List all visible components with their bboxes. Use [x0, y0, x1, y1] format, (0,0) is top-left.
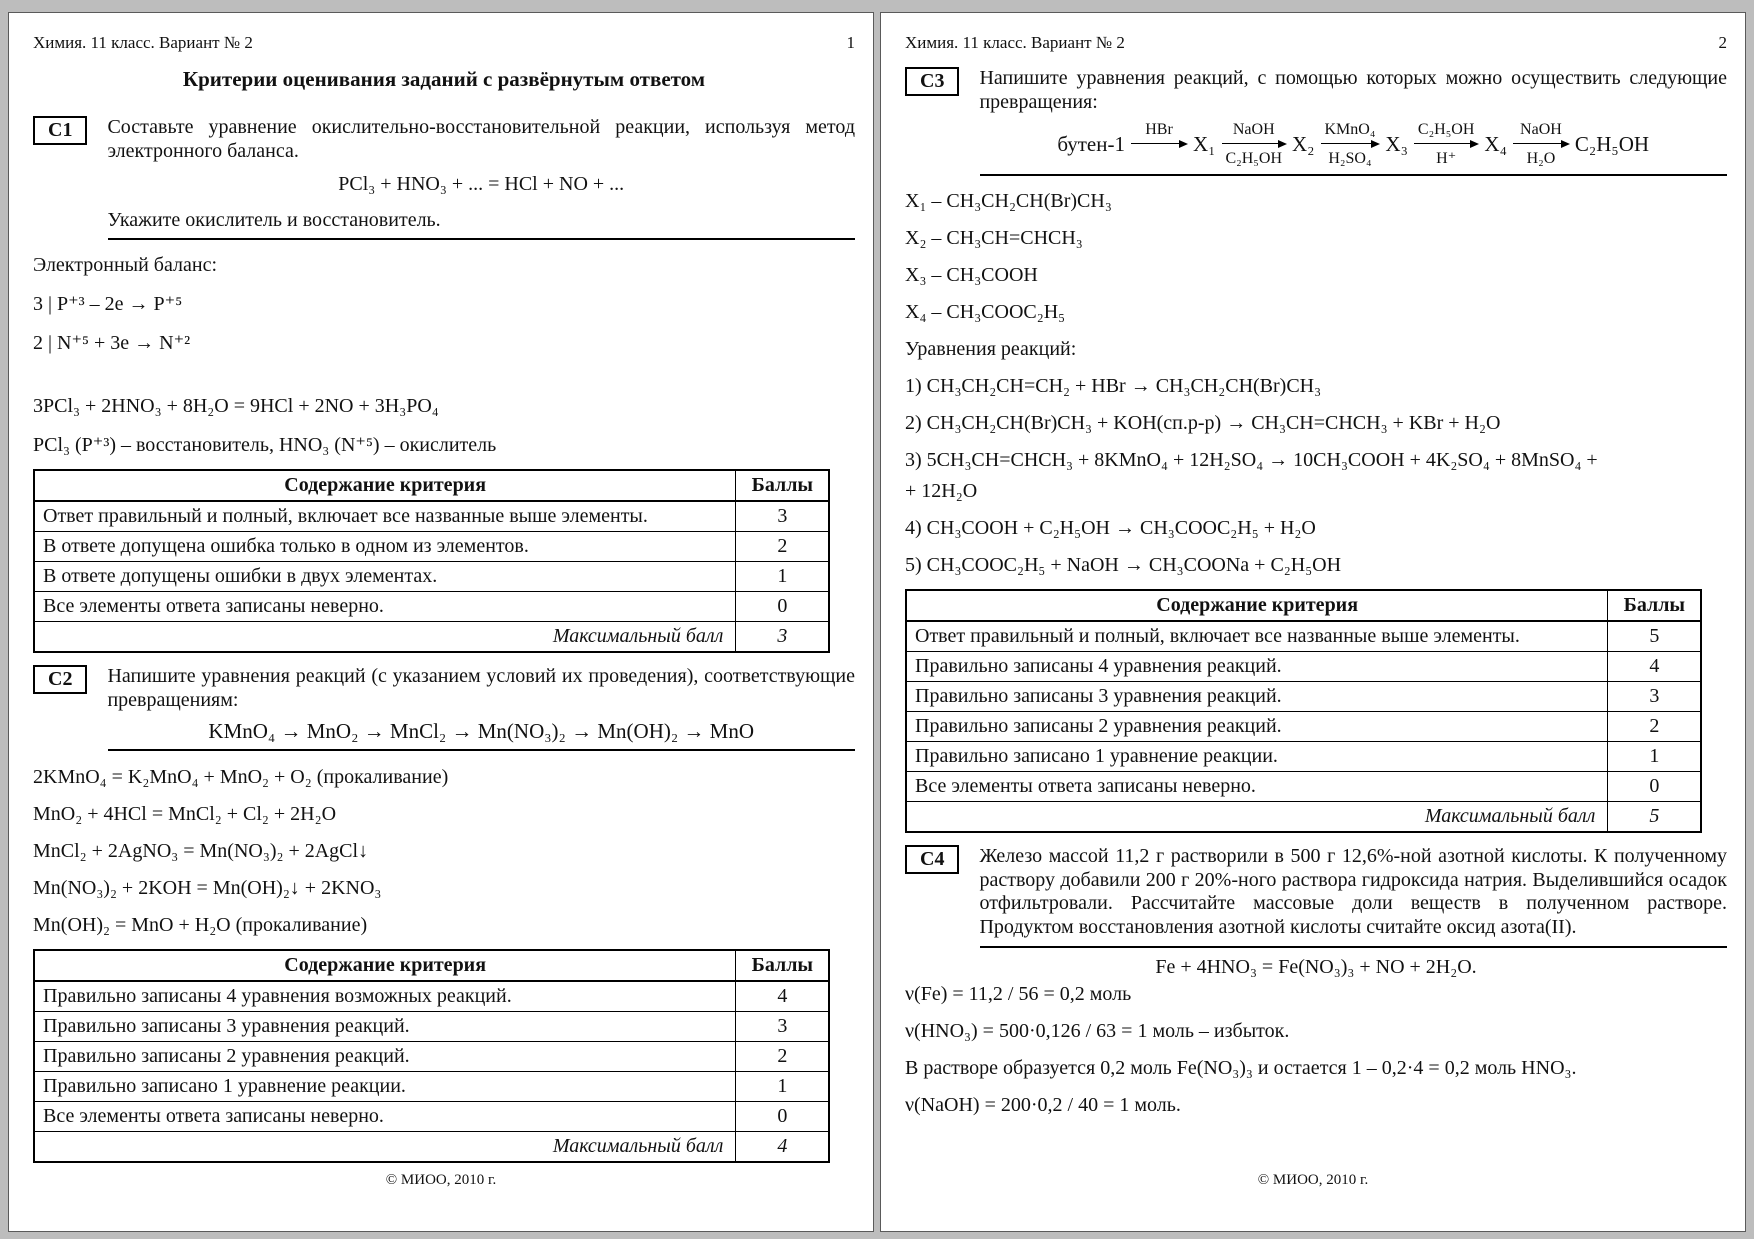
criterion-text: Все элементы ответа записаны неверно. — [906, 772, 1608, 802]
page-2 — [880, 12, 1746, 1232]
criterion-score: 5 — [1608, 621, 1702, 652]
solution-equation: 2) CH₃CH₂CH(Br)CH₃ + KOH(сп.р-р) → CH₃CH=CHCH₃ + KBr + H₂O — [905, 412, 1501, 435]
criterion-text: Все элементы ответа записаны неверно. — [34, 1102, 736, 1132]
task-c1-statement: Составьте уравнение окислительно-восстановительной реакции, используя метод электронного баланса. — [107, 116, 855, 162]
arrow-reagent-below: H₂O — [1526, 150, 1556, 168]
task-c1-statement2: Укажите окислитель и восстановитель. — [107, 208, 441, 231]
score-column-header: Баллы — [736, 950, 830, 981]
criteria-table-c2 — [33, 949, 830, 1163]
criterion-text: Правильно записаны 4 уравнения возможных реакций. — [34, 981, 736, 1012]
table-row — [34, 1012, 829, 1042]
chain-node: X₁ — [1193, 131, 1216, 156]
solution-main-equation: Fe + 4HNO₃ = Fe(NO₃)₃ + NO + 2H₂O. — [1155, 955, 1477, 978]
max-score-row — [906, 802, 1701, 833]
header-document-title: Химия. 11 класс. Вариант № 2 — [905, 33, 1125, 52]
arrow-reagent-above: HBr — [1145, 121, 1173, 139]
criterion-text: Все элементы ответа записаны неверно. — [34, 592, 736, 622]
criterion-text: Правильно записаны 3 уравнения реакций. — [906, 682, 1608, 712]
solution-line: ν(NaOH) = 200·0,2 / 40 = 1 моль. — [905, 1093, 1181, 1116]
statement-separator — [108, 749, 855, 751]
criterion-score: 2 — [736, 532, 830, 562]
criterion-text: Правильно записаны 2 уравнения реакций. — [34, 1042, 736, 1072]
chain-start: бутен-1 — [1057, 131, 1125, 156]
criterion-text: Правильно записано 1 уравнение реакции. — [906, 742, 1608, 772]
task-c2-statement: Напишите уравнения реакций (с указанием условий их проведения), соответствующие превращениям: — [107, 665, 855, 711]
table-header-row — [34, 470, 829, 501]
table-row — [906, 652, 1701, 682]
arrow-shaft — [1513, 139, 1569, 149]
statement-separator — [980, 946, 1727, 948]
arrow-reagent-above: NaOH — [1520, 121, 1562, 139]
page-number: 1 — [846, 33, 855, 52]
arrow-reagent-above: KMnO₄ — [1324, 121, 1376, 139]
task-c2 — [33, 665, 855, 743]
criterion-score: 2 — [1608, 712, 1702, 742]
chain-node: X₂ — [1292, 131, 1315, 156]
task-c4-body — [979, 845, 1727, 939]
arrow-reagent-below: H₂SO₄ — [1328, 150, 1372, 168]
page-1 — [8, 12, 874, 1232]
criteria-column-header: Содержание критерия — [34, 470, 736, 501]
criteria-table-c1 — [33, 469, 830, 653]
x-definition: X₂ – CH₃CH=CHCH₃ — [905, 227, 1083, 250]
criterion-text: В ответе допущены ошибки в двух элементах. — [34, 562, 736, 592]
task-c4 — [905, 845, 1727, 939]
table-row — [34, 562, 829, 592]
transformation-chain — [979, 120, 1727, 168]
solution-equation: MnCl₂ + 2AgNO₃ = Mn(NO₃)₂ + 2AgCl↓ — [33, 840, 369, 863]
table-row — [34, 592, 829, 622]
solution-equation: 5) CH₃COOC₂H₅ + NaOH → CH₃COONa + C₂H₅OH — [905, 554, 1342, 577]
arrow-reagent-below: H⁺ — [1436, 150, 1457, 168]
chain-node: C₂H₅OH — [1574, 131, 1650, 156]
balance-line: 3 | P⁺³ – 2e → P⁺⁵ — [33, 293, 183, 316]
criterion-score: 3 — [1608, 682, 1702, 712]
x-definition: X₁ – CH₃CH₂CH(Br)CH₃ — [905, 190, 1112, 213]
table-row — [906, 742, 1701, 772]
reaction-arrow-icon — [1513, 120, 1569, 168]
reaction-arrow-icon — [1131, 120, 1187, 168]
table-header-row — [34, 950, 829, 981]
table-row — [34, 1072, 829, 1102]
reaction-arrow-icon — [1321, 120, 1380, 168]
criterion-score: 1 — [736, 562, 830, 592]
score-column-header: Баллы — [1608, 590, 1702, 621]
criterion-score: 4 — [1608, 652, 1702, 682]
table-row — [34, 1102, 829, 1132]
task-c1 — [33, 116, 855, 232]
solution-equation: 1) CH₃CH₂CH=CH₂ + HBr → CH₃CH₂CH(Br)CH₃ — [905, 375, 1322, 398]
task-c3 — [905, 67, 1727, 168]
max-score-value: 3 — [736, 622, 830, 653]
score-column-header: Баллы — [736, 470, 830, 501]
x-definition: X₄ – CH₃COOC₂H₅ — [905, 301, 1066, 324]
criterion-score: 4 — [736, 981, 830, 1012]
table-row — [34, 981, 829, 1012]
max-score-row — [34, 622, 829, 653]
criterion-score: 1 — [736, 1072, 830, 1102]
equations-title: Уравнения реакций: — [905, 338, 1077, 361]
task-c2-chain: KMnO₄ → MnO₂ → MnCl₂ → Mn(NO₃)₂ → Mn(OH)₂ → MnO — [208, 718, 755, 743]
arrow-shaft — [1222, 139, 1287, 149]
task-label-c4: C4 — [905, 845, 959, 874]
solution-equation-wrap: + 12H₂O — [905, 480, 978, 503]
arrow-reagent-below: C₂H₅OH — [1225, 150, 1282, 168]
table-row — [906, 712, 1701, 742]
solution-equation: MnO₂ + 4HCl = MnCl₂ + Cl₂ + 2H₂O — [33, 803, 337, 826]
balance-title: Электронный баланс: — [33, 254, 218, 277]
task-label-c3: C3 — [905, 67, 959, 96]
page-footer: © МИОО, 2010 г. — [1257, 1172, 1369, 1188]
max-score-label: Максимальный балл — [34, 622, 736, 653]
chain-node: X₃ — [1385, 131, 1408, 156]
max-score-value: 5 — [1608, 802, 1702, 833]
criterion-text: Правильно записаны 2 уравнения реакций. — [906, 712, 1608, 742]
chain-node: X₄ — [1484, 131, 1507, 156]
solution-equation: 4) CH₃COOH + C₂H₅OH → CH₃COOC₂H₅ + H₂O — [905, 517, 1316, 540]
solution-equation: Mn(OH)₂ = MnO + H₂O (прокаливание) — [33, 914, 368, 937]
criterion-text: Правильно записаны 3 уравнения реакций. — [34, 1012, 736, 1042]
page-footer: © МИОО, 2010 г. — [385, 1172, 497, 1188]
criteria-column-header: Содержание критерия — [34, 950, 736, 981]
arrow-reagent-below — [1131, 149, 1187, 168]
criterion-score: 3 — [736, 1012, 830, 1042]
arrow-reagent-above: NaOH — [1232, 121, 1275, 139]
criterion-score: 0 — [736, 592, 830, 622]
table-row — [906, 682, 1701, 712]
table-row — [906, 772, 1701, 802]
statement-separator — [980, 174, 1727, 176]
task-c3-body — [979, 67, 1727, 168]
task-c4-statement: Железо массой 11,2 г растворили в 500 г 12,6%-ной азотной кислоты. К полученному раствору добавили 200 г 20%-ного раствора гидроксида натрия. Выделившийся осадок отфильтровали. Рассчитайте массовые доли веществ в полученном растворе. Продуктом восстановления азотной кислоты считайте оксид азота(II). — [979, 845, 1727, 938]
max-score-label: Максимальный балл — [34, 1132, 736, 1163]
criterion-text: Правильно записаны 4 уравнения реакций. — [906, 652, 1608, 682]
page-number: 2 — [1718, 33, 1727, 52]
task-label-c1: C1 — [33, 116, 87, 145]
table-row — [34, 1042, 829, 1072]
max-score-label: Максимальный балл — [906, 802, 1608, 833]
page-header — [905, 33, 1727, 53]
criterion-text: В ответе допущена ошибка только в одном из элементов. — [34, 532, 736, 562]
task-c2-body — [107, 665, 855, 743]
x-definition: X₃ – CH₃COOH — [905, 264, 1038, 287]
solution-line: В растворе образуется 0,2 моль Fe(NO₃)₃ и остается 1 – 0,2·4 = 0,2 моль HNO₃. — [905, 1056, 1577, 1079]
arrow-shaft — [1321, 139, 1380, 149]
criterion-score: 1 — [1608, 742, 1702, 772]
criterion-text: Правильно записано 1 уравнение реакции. — [34, 1072, 736, 1102]
solution-conclusion: PCl₃ (P⁺³) – восстановитель, HNO₃ (N⁺⁵) – окислитель — [33, 434, 497, 457]
solution-equation: 3) 5CH₃CH=CHCH₃ + 8KMnO₄ + 12H₂SO₄ → 10CH₃COOH + 4K₂SO₄ + 8MnSO₄ + — [905, 449, 1598, 472]
arrow-reagent-above: C₂H₅OH — [1417, 121, 1475, 139]
table-row — [906, 621, 1701, 652]
page-header — [33, 33, 855, 53]
solution-equation: 3PCl₃ + 2HNO₃ + 8H₂O = 9HCl + 2NO + 3H₃PO₄ — [33, 395, 439, 418]
criterion-score: 0 — [1608, 772, 1702, 802]
reaction-arrow-icon — [1414, 120, 1479, 168]
arrow-shaft — [1414, 139, 1479, 149]
task-c1-formula: PCl₃ + HNO₃ + ... = HCl + NO + ... — [338, 173, 625, 196]
solution-line: ν(Fe) = 11,2 / 56 = 0,2 моль — [905, 982, 1132, 1005]
criteria-column-header: Содержание критерия — [906, 590, 1608, 621]
max-score-value: 4 — [736, 1132, 830, 1163]
header-document-title: Химия. 11 класс. Вариант № 2 — [33, 33, 253, 52]
solution-equation: 2KMnO₄ = K₂MnO₄ + MnO₂ + O₂ (прокаливание) — [33, 766, 449, 789]
task-c3-statement: Напишите уравнения реакций, с помощью которых можно осуществить следующие превращения: — [979, 67, 1727, 113]
table-row — [34, 532, 829, 562]
task-c1-body — [107, 116, 855, 232]
document-title: Критерии оценивания заданий с развёрнутым ответом — [182, 67, 706, 91]
criterion-score: 0 — [736, 1102, 830, 1132]
table-header-row — [906, 590, 1701, 621]
criterion-score: 2 — [736, 1042, 830, 1072]
task-label-c2: C2 — [33, 665, 87, 694]
solution-line: ν(HNO₃) = 500·0,126 / 63 = 1 моль – избыток. — [905, 1019, 1290, 1042]
arrow-shaft — [1131, 139, 1187, 149]
criterion-text: Ответ правильный и полный, включает все названные выше элементы. — [906, 621, 1608, 652]
table-row — [34, 501, 829, 532]
max-score-row — [34, 1132, 829, 1163]
criterion-score: 3 — [736, 501, 830, 532]
solution-equation: Mn(NO₃)₂ + 2KOH = Mn(OH)₂↓ + 2KNO₃ — [33, 877, 382, 900]
balance-line: 2 | N⁺⁵ + 3e → N⁺² — [33, 332, 191, 355]
criterion-text: Ответ правильный и полный, включает все названные выше элементы. — [34, 501, 736, 532]
reaction-arrow-icon — [1222, 120, 1287, 168]
criteria-table-c3 — [905, 589, 1702, 833]
statement-separator — [108, 238, 855, 240]
